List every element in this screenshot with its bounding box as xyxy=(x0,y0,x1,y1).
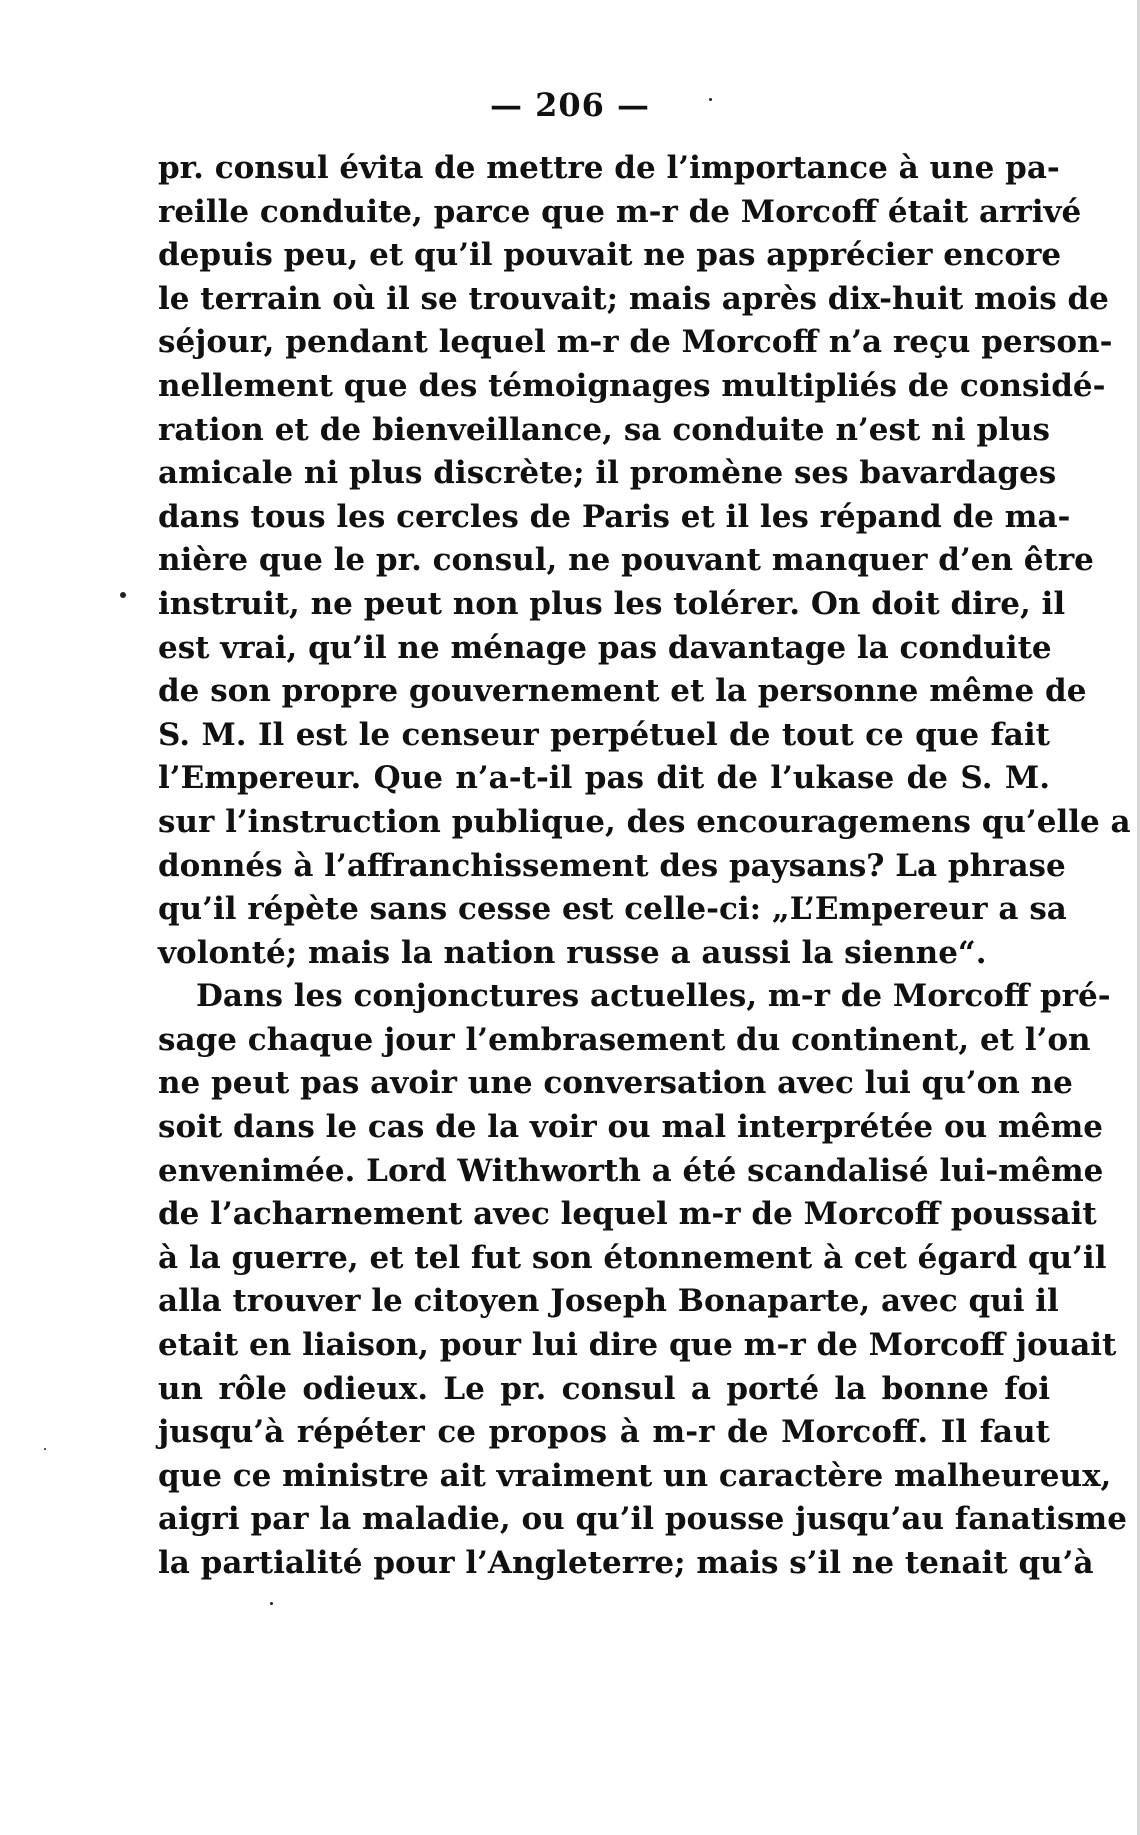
text-line: instruit, ne peut non plus les tolérer. On doit dire, il xyxy=(158,585,1066,622)
text-line: alla trouver le citoyen Joseph Bonaparte, avec qui il xyxy=(158,1283,1059,1320)
text-line: reille conduite, parce que m-r de Morcoff était arrivé xyxy=(158,193,1082,230)
scan-speck xyxy=(270,1602,273,1605)
text-line: sur l’instruction publique, des encouragemens qu’elle a xyxy=(158,803,1131,840)
text-line: qu’il répète sans cesse est celle-ci: „L’Empereur a sa xyxy=(158,891,1067,928)
text-line: dans tous les cercles de Paris et il les répand de ma- xyxy=(158,498,1071,535)
text-line: est vrai, qu’il ne ménage pas davantage la conduite xyxy=(158,629,1052,666)
text-line: etait en liaison, pour lui dire que m-r de Morcoff jouait xyxy=(158,1327,1117,1364)
text-line: sage chaque jour l’embrasement du continent, et l’on xyxy=(158,1021,1091,1058)
text-line: amicale ni plus discrète; il promène ses bavardages xyxy=(158,455,1057,492)
text-line: l’Empereur. Que n’a-t-il pas dit de l’ukase de S. M. xyxy=(158,760,1050,797)
text-line: la partialité pour l’Angleterre; mais s’il ne tenait qu’à xyxy=(158,1545,1094,1581)
text-line: Dans les conjonctures actuelles, m-r de Morcoff pré- xyxy=(196,978,1111,1015)
text-line: S. M. Il est le censeur perpétuel de tout ce que fait xyxy=(158,716,1050,753)
text-line: de l’acharnement avec lequel m-r de Morcoff poussait xyxy=(158,1196,1097,1233)
text-line: le terrain où il se trouvait; mais après dix-huit mois de xyxy=(158,280,1109,317)
text-line: nière que le pr. consul, ne pouvant manquer d’en être xyxy=(158,542,1094,579)
page-number: — 206 — xyxy=(489,86,651,124)
text-line: séjour, pendant lequel m-r de Morcoff n’a reçu person- xyxy=(158,324,1113,361)
text-line: envenimée. Lord Withworth a été scandalisé lui-même xyxy=(158,1152,1104,1189)
text-line: jusqu’à répéter ce propos à m-r de Morcoff. Il faut xyxy=(158,1414,1050,1451)
text-line: un rôle odieux. Le pr. consul a porté la bonne foi xyxy=(158,1370,1050,1407)
text-line: nellement que des témoignages multipliés de considé- xyxy=(158,367,1106,404)
scan-speck xyxy=(120,592,126,598)
scan-speck xyxy=(709,98,712,101)
text-line: volonté; mais la nation russe a aussi la sienne“. xyxy=(158,934,987,971)
text-line: pr. consul évita de mettre de l’importance à une pa- xyxy=(158,150,1060,186)
text-line: aigri par la maladie, ou qu’il pousse jusqu’au fanatisme xyxy=(158,1501,1127,1538)
text-line: donnés à l’affranchissement des paysans? La phrase xyxy=(158,847,1066,884)
text-line: soit dans le cas de la voir ou mal interprétée ou même xyxy=(158,1109,1104,1146)
text-line: ration et de bienveillance, sa conduite n’est ni plus xyxy=(158,411,1050,448)
text-line: à la guerre, et tel fut son étonnement à cet égard qu’il xyxy=(158,1239,1107,1276)
body-text xyxy=(158,147,1131,1586)
text-line: de son propre gouvernement et la personne même de xyxy=(158,673,1087,710)
text-line: depuis peu, et qu’il pouvait ne pas apprécier encore xyxy=(158,237,1062,274)
paragraph-1 xyxy=(158,147,1131,975)
text-line: ne peut pas avoir une conversation avec lui qu’on ne xyxy=(158,1065,1073,1102)
paragraph-2 xyxy=(158,975,1127,1585)
text-line: que ce ministre ait vraiment un caractère malheureux, xyxy=(158,1457,1112,1494)
scan-speck xyxy=(44,1448,46,1450)
